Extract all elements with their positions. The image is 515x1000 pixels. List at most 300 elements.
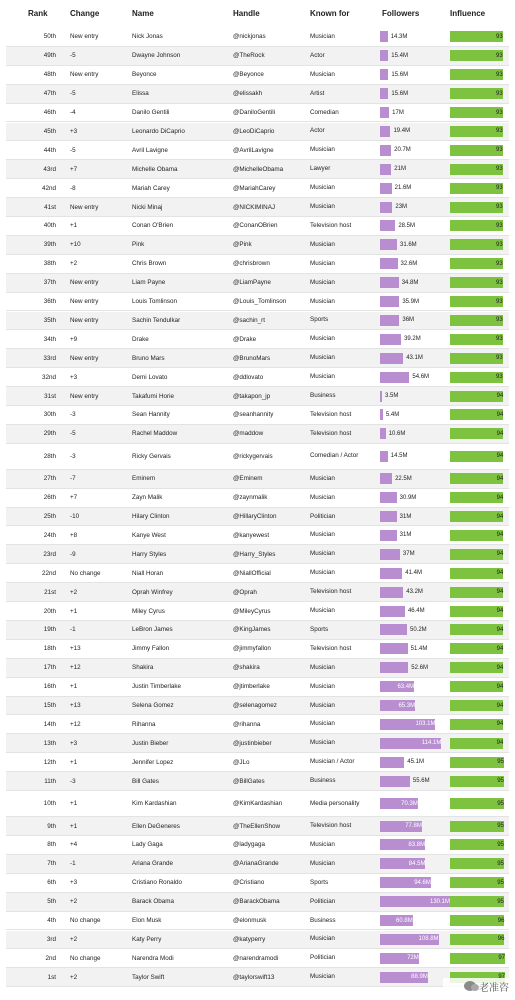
influence-bar [450, 821, 504, 832]
influence-label: 94 [496, 494, 504, 501]
handle-cell: @elonmusk [233, 917, 267, 925]
rank-cell: 45th [43, 127, 56, 135]
followers-bar [380, 372, 409, 383]
influence-cell [450, 330, 507, 348]
influence-bar [450, 31, 503, 42]
change-cell: +9 [70, 335, 78, 343]
table-row [6, 406, 509, 425]
change-cell: +3 [70, 127, 78, 135]
handle-cell: @maddow [233, 430, 264, 438]
followers-label: 114.1M [421, 740, 442, 747]
influence-label: 95 [497, 823, 504, 830]
influence-cell [450, 274, 507, 292]
influence-label: 93 [496, 355, 503, 362]
change-cell: New entry [70, 316, 99, 324]
followers-label: 14.3M [390, 33, 408, 40]
followers-label: 37M [402, 551, 415, 558]
handle-cell: @zaynmalik [233, 494, 268, 502]
followers-cell [380, 545, 452, 563]
handle-cell: @ConanOBrien [233, 222, 278, 230]
rank-cell: 18th [43, 645, 56, 653]
handle-cell: @Eminem [233, 475, 263, 483]
rank-cell: 3rd [46, 935, 56, 943]
influence-bar [450, 183, 503, 194]
rank-cell: 30th [43, 411, 56, 419]
known-for-cell: Musician [310, 935, 335, 943]
name-cell: Nicki Minaj [132, 203, 163, 211]
name-cell: Kim Kardashian [132, 800, 177, 808]
influence-bar [450, 258, 503, 269]
name-cell: Danilo Gentili [132, 109, 170, 117]
handle-cell: @JLo [233, 758, 250, 766]
handle-cell: @NiallOfficial [233, 569, 271, 577]
known-for-cell: Musician [310, 701, 335, 709]
known-for-cell: Musician [310, 720, 335, 728]
table-header [0, 0, 515, 28]
influence-bar [450, 315, 503, 326]
change-cell: +2 [70, 260, 78, 268]
followers-bar [380, 757, 404, 768]
followers-label: 108.8M [418, 936, 439, 943]
influence-bar [450, 334, 503, 345]
influence-cell [450, 564, 507, 582]
change-cell: New entry [70, 33, 99, 41]
handle-cell: @KimKardashian [233, 800, 283, 808]
table-row [6, 968, 509, 987]
influence-label: 94 [496, 645, 504, 652]
rank-cell: 29th [43, 430, 56, 438]
influence-label: 94 [496, 475, 504, 482]
handle-cell: @narendramodi [233, 954, 279, 962]
followers-label: 103.1M [415, 721, 436, 728]
handle-cell: @LeoDiCaprio [233, 127, 275, 135]
influence-bar [450, 896, 504, 907]
followers-cell [380, 968, 452, 986]
known-for-cell: Musician [310, 859, 335, 867]
influence-label: 93 [496, 279, 503, 286]
known-for-cell: Politician [310, 897, 336, 905]
rank-cell: 22nd [41, 569, 56, 577]
handle-cell: @elissakh [233, 90, 263, 98]
followers-cell [380, 697, 452, 715]
followers-cell [380, 893, 452, 911]
handle-cell: @justinbieber [233, 739, 272, 747]
followers-bar [380, 776, 410, 787]
name-cell: Pink [132, 241, 145, 249]
known-for-cell: Actor [310, 127, 325, 135]
influence-bar [450, 700, 503, 711]
influence-cell [450, 621, 507, 639]
followers-bar [380, 107, 389, 118]
change-cell: New entry [70, 298, 99, 306]
rank-cell: 47th [43, 90, 56, 98]
influence-cell [450, 217, 507, 235]
handle-cell: @Beyonce [233, 71, 264, 79]
rank-cell: 33rd [43, 354, 56, 362]
table-row [6, 753, 509, 772]
influence-cell [450, 293, 507, 311]
rank-cell: 2nd [45, 954, 56, 962]
influence-label: 94 [496, 626, 504, 633]
followers-label: 10.6M [388, 430, 406, 437]
rank-cell: 38th [43, 260, 56, 268]
followers-bar [380, 606, 405, 617]
followers-label: 51.4M [410, 645, 428, 652]
influence-label: 95 [497, 800, 504, 807]
followers-cell [380, 217, 452, 235]
rank-cell: 28th [43, 452, 56, 460]
followers-label: 21.6M [394, 185, 412, 192]
influence-cell [450, 949, 507, 967]
handle-cell: @ArianaGrande [233, 860, 279, 868]
name-cell: Harry Styles [132, 550, 167, 558]
followers-cell [380, 312, 452, 330]
influence-cell [450, 836, 507, 854]
known-for-cell: Television host [310, 644, 352, 652]
name-cell: Rihanna [132, 720, 156, 728]
known-for-cell: Musician [310, 739, 335, 747]
followers-cell [380, 85, 452, 103]
influence-bar [450, 568, 503, 579]
handle-cell: @BillGates [233, 777, 265, 785]
rank-cell: 41st [44, 203, 56, 211]
known-for-cell: Artist [310, 89, 325, 97]
followers-cell [380, 179, 452, 197]
followers-label: 36M [402, 317, 415, 324]
followers-cell [380, 47, 452, 65]
known-for-cell: Musician [310, 663, 335, 671]
name-cell: Lady Gaga [132, 841, 163, 849]
followers-label: 43.2M [406, 589, 423, 596]
known-for-cell: Television host [310, 221, 352, 229]
change-cell: +1 [70, 222, 78, 230]
influence-label: 97 [498, 955, 505, 962]
influence-bar [450, 492, 503, 503]
known-for-cell: Musician [310, 335, 335, 343]
influence-label: 96 [497, 917, 505, 924]
rank-cell: 27th [43, 475, 56, 483]
table-row [6, 293, 509, 312]
followers-cell [380, 817, 452, 835]
influence-label: 93 [496, 204, 503, 211]
name-cell: Zayn Malik [132, 494, 163, 502]
influence-bar [450, 606, 503, 617]
influence-cell [450, 678, 507, 696]
followers-label: 20.7M [394, 147, 411, 154]
influence-cell [450, 141, 507, 159]
known-for-cell: Musician [310, 184, 335, 192]
influence-cell [450, 931, 507, 949]
followers-bar [380, 183, 392, 194]
rank-cell: 46th [43, 109, 56, 117]
influence-bar [450, 107, 503, 118]
followers-label: 31M [399, 532, 412, 539]
influence-label: 96 [497, 936, 505, 943]
followers-bar [380, 624, 407, 635]
change-cell: New entry [70, 71, 99, 79]
influence-label: 94 [496, 393, 504, 400]
table-row [6, 330, 509, 349]
followers-cell [380, 368, 452, 386]
followers-label: 39.2M [404, 336, 421, 343]
influence-cell [450, 444, 507, 469]
followers-cell [380, 640, 452, 658]
known-for-cell: Media personality [310, 799, 360, 807]
influence-label: 94 [496, 453, 504, 460]
followers-label: 52.6M [411, 664, 428, 671]
followers-label: 130.1M [429, 898, 450, 905]
followers-bar [380, 511, 397, 522]
influence-bar [450, 643, 503, 654]
table-row [6, 564, 509, 583]
name-cell: Chris Brown [132, 260, 167, 268]
rank-cell: 16th [43, 683, 56, 691]
name-cell: Ellen DeGeneres [132, 822, 180, 830]
handle-cell: @MileyCyrus [233, 607, 271, 615]
influence-label: 94 [496, 532, 504, 539]
influence-bar [450, 530, 503, 541]
handle-cell: @MichelleObama [233, 165, 284, 173]
handle-cell: @seanhannity [233, 411, 274, 419]
influence-label: 93 [496, 317, 503, 324]
name-cell: Sachin Tendulkar [132, 316, 181, 324]
influence-label: 94 [496, 702, 504, 709]
influence-label: 94 [496, 411, 504, 418]
influence-label: 95 [497, 860, 504, 867]
influence-label: 94 [496, 740, 504, 747]
rank-cell: 25th [43, 513, 56, 521]
influence-cell [450, 236, 507, 254]
name-cell: Demi Lovato [132, 373, 168, 381]
followers-cell [380, 406, 452, 424]
change-cell: -10 [70, 513, 80, 521]
influence-label: 94 [496, 608, 504, 615]
followers-cell [380, 425, 452, 443]
influence-label: 94 [496, 721, 504, 728]
influence-bar [450, 839, 504, 850]
followers-bar [380, 643, 408, 654]
known-for-cell: Sports [310, 625, 329, 633]
known-for-cell: Musician [310, 550, 335, 558]
table-row [6, 545, 509, 564]
name-cell: Jennifer Lopez [132, 758, 174, 766]
followers-label: 55.6M [412, 778, 430, 785]
influence-bar [450, 877, 504, 888]
followers-cell [380, 602, 452, 620]
name-cell: Niall Horan [132, 569, 164, 577]
name-cell: Jimmy Fallon [132, 645, 170, 653]
known-for-cell: Musician [310, 973, 335, 981]
change-cell: No change [70, 569, 101, 577]
influence-bar [450, 69, 503, 80]
header-rank: Rank [28, 9, 48, 18]
followers-cell [380, 160, 452, 178]
change-cell: -1 [70, 860, 76, 868]
influence-bar [450, 757, 504, 768]
influence-cell [450, 312, 507, 330]
influence-label: 93 [496, 260, 503, 267]
handle-cell: @AvrilLavigne [233, 146, 274, 154]
change-cell: -5 [70, 146, 76, 154]
rank-cell: 39th [43, 241, 56, 249]
followers-cell [380, 255, 452, 273]
rank-cell: 20th [43, 607, 56, 615]
name-cell: Michelle Obama [132, 165, 178, 173]
name-cell: Cristiano Ronaldo [132, 879, 183, 887]
followers-label: 88.9M [411, 974, 428, 981]
influence-cell [450, 855, 507, 873]
handle-cell: @rickygervais [233, 452, 273, 460]
followers-bar [380, 239, 397, 250]
influence-cell [450, 179, 507, 197]
table-row [6, 349, 509, 368]
followers-cell [380, 874, 452, 892]
change-cell: -3 [70, 452, 76, 460]
influence-label: 93 [496, 222, 503, 229]
rank-cell: 26th [43, 494, 56, 502]
table-row [6, 659, 509, 678]
change-cell: +7 [70, 494, 78, 502]
handle-cell: @LiamPayne [233, 279, 271, 287]
followers-cell [380, 753, 452, 771]
table-row [6, 47, 509, 66]
name-cell: Hilary Clinton [132, 513, 170, 521]
followers-label: 60.8M [396, 917, 413, 924]
influence-cell [450, 489, 507, 507]
rank-cell: 13th [43, 739, 56, 747]
rank-cell: 8th [47, 841, 56, 849]
handle-cell: @rihanna [233, 720, 261, 728]
influence-cell [450, 893, 507, 911]
influence-bar [450, 164, 503, 175]
table-row [6, 508, 509, 527]
name-cell: Katy Perry [132, 935, 162, 943]
followers-bar [380, 31, 388, 42]
followers-bar [380, 391, 382, 402]
table-row [6, 621, 509, 640]
rank-cell: 21st [44, 588, 56, 596]
influence-cell [450, 425, 507, 443]
change-cell: -4 [70, 109, 76, 117]
known-for-cell: Sports [310, 316, 329, 324]
followers-label: 28.5M [398, 222, 416, 229]
rank-cell: 34th [43, 335, 56, 343]
rank-cell: 32nd [41, 373, 56, 381]
rank-cell: 19th [43, 626, 56, 634]
influence-bar [450, 798, 504, 809]
handle-cell: @BrunoMars [233, 354, 271, 362]
followers-label: 17M [392, 109, 404, 116]
influence-bar [450, 220, 503, 231]
change-cell: No change [70, 954, 101, 962]
handle-cell: @nickjonas [233, 33, 266, 41]
influence-bar [450, 353, 503, 364]
followers-bar [380, 587, 403, 598]
influence-bar [450, 662, 503, 673]
influence-label: 93 [496, 128, 503, 135]
table-row [6, 66, 509, 85]
followers-label: 77.8M [405, 823, 422, 830]
influence-cell [450, 772, 507, 790]
known-for-cell: Actor [310, 51, 325, 59]
influence-bar [450, 277, 503, 288]
table-row [6, 470, 509, 489]
rank-cell: 9th [47, 822, 56, 830]
rank-cell: 36th [43, 298, 56, 306]
name-cell: Louis Tomlinson [132, 298, 178, 306]
name-cell: Takafumi Horie [132, 392, 174, 400]
change-cell: +3 [70, 739, 78, 747]
followers-cell [380, 836, 452, 854]
influence-cell [450, 104, 507, 122]
handle-cell: @Drake [233, 335, 257, 343]
followers-cell [380, 28, 452, 46]
followers-cell [380, 66, 452, 84]
header-known-for: Known for [310, 9, 350, 18]
known-for-cell: Television host [310, 822, 352, 830]
handle-cell: @Cristiano [233, 879, 265, 887]
name-cell: Rachel Maddow [132, 430, 178, 438]
influence-cell [450, 198, 507, 216]
followers-bar [380, 353, 403, 364]
header-followers: Followers [382, 9, 420, 18]
name-cell: Selena Gomez [132, 702, 174, 710]
influence-bar [450, 372, 503, 383]
known-for-cell: Musician [310, 70, 335, 78]
known-for-cell: Television host [310, 429, 352, 437]
change-cell: New entry [70, 354, 99, 362]
handle-cell: @NICKIMINAJ [233, 203, 276, 211]
influence-bar [450, 126, 503, 137]
table-row [6, 217, 509, 236]
followers-cell [380, 123, 452, 141]
table-row [6, 489, 509, 508]
followers-cell [380, 387, 452, 405]
followers-label: 50.2M [410, 626, 427, 633]
followers-bar [380, 492, 397, 503]
table-row [6, 179, 509, 198]
followers-cell [380, 236, 452, 254]
followers-bar [380, 277, 399, 288]
influence-bar [450, 296, 503, 307]
known-for-cell: Musician [310, 474, 335, 482]
rank-cell: 50th [43, 33, 56, 41]
influence-label: 94 [496, 664, 504, 671]
influence-label: 95 [497, 759, 504, 766]
handle-cell: @chrisbrown [233, 260, 270, 268]
followers-bar [380, 549, 400, 560]
name-cell: Miley Cyrus [132, 607, 165, 615]
influence-label: 93 [496, 336, 503, 343]
name-cell: Taylor Swift [132, 973, 165, 981]
followers-cell [380, 489, 452, 507]
handle-cell: @Louis_Tomlinson [233, 298, 287, 306]
change-cell: -3 [70, 777, 76, 785]
influence-cell [450, 66, 507, 84]
table-row [6, 160, 509, 179]
known-for-cell: Musician [310, 682, 335, 690]
followers-label: 83.8M [408, 841, 426, 848]
known-for-cell: Lawyer [310, 165, 331, 173]
followers-cell [380, 527, 452, 545]
known-for-cell: Musician [310, 531, 335, 539]
followers-label: 23M [395, 204, 408, 211]
known-for-cell: Musician [310, 278, 335, 286]
influence-bar [450, 391, 503, 402]
change-cell: -5 [70, 90, 76, 98]
followers-label: 46.4M [407, 608, 425, 615]
name-cell: Leonardo DiCaprio [132, 127, 185, 135]
